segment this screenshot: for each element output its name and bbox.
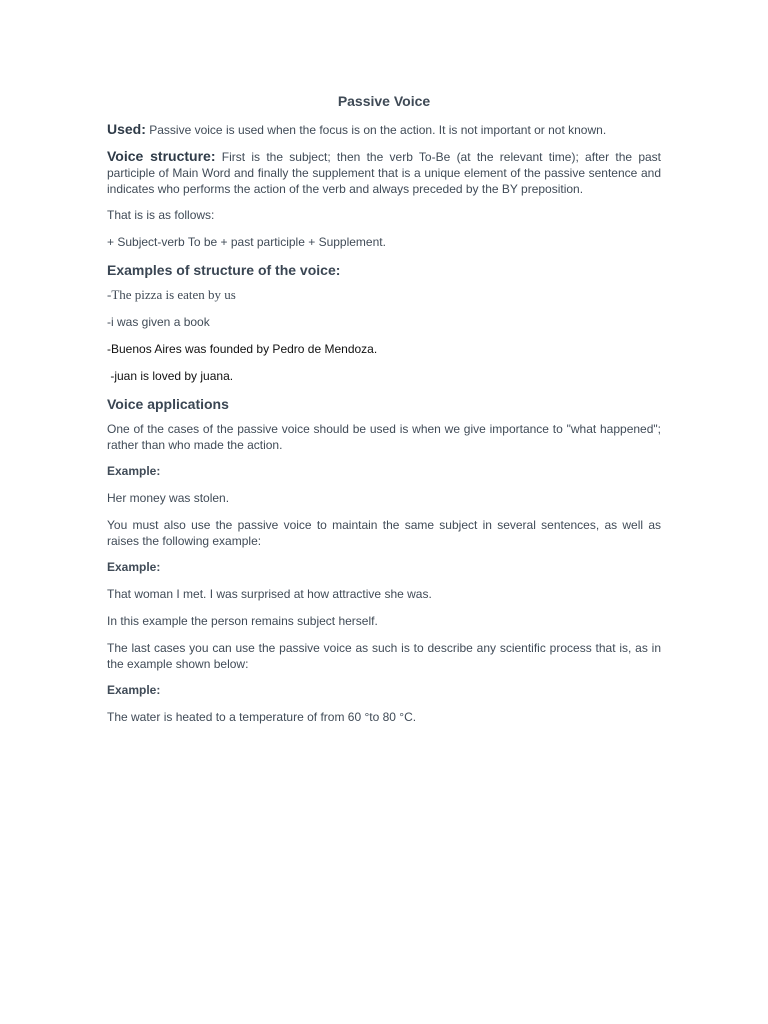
example-label-1: Example: — [107, 464, 161, 478]
used-text: Passive voice is used when the focus is on the action. It is not important or not known. — [145, 123, 607, 137]
example-label-3: Example: — [107, 683, 161, 697]
applications-paragraph-4: The last cases you can use the passive voice as such is to describe any scientific process that is, as in the example shown below: — [107, 641, 661, 671]
example-item-3: -Buenos Aires was founded by Pedro de Mendoza. — [107, 342, 378, 356]
applications-paragraph-3: In this example the person remains subject herself. — [107, 614, 378, 628]
example-item-4: -juan is loved by juana. — [107, 369, 234, 383]
example-label-2: Example: — [107, 560, 161, 574]
used-label: Used: — [107, 121, 146, 137]
follows-text: That is is as follows: — [107, 208, 215, 222]
applications-paragraph-1: One of the cases of the passive voice should be used is when we give importance to "what happened"; rather than who made the action. — [107, 422, 661, 452]
example-item-1: -The pizza is eaten by us — [107, 287, 236, 302]
formula-text: + Subject-verb To be + past participle + Supplement. — [107, 235, 386, 249]
example-sentence-1: Her money was stolen. — [107, 491, 230, 505]
page-title: Passive Voice — [337, 93, 431, 109]
structure-paragraph — [107, 148, 661, 197]
structure-text: First is the subject; then the verb To-Be (at the relevant time); after the past participle of Main Word and finally the supplement that is a unique element of the passive sentence and indicates who performs the action of the verb and always preceded by the BY preposition. — [107, 150, 661, 196]
used-paragraph — [107, 121, 661, 138]
document-page — [107, 92, 661, 736]
structure-label: Voice structure: — [107, 148, 216, 164]
example-sentence-3: The water is heated to a temperature of from 60 °to 80 °C. — [107, 710, 417, 724]
example-sentence-2: That woman I met. I was surprised at how attractive she was. — [107, 587, 432, 601]
example-item-2: -i was given a book — [107, 315, 210, 329]
applications-heading: Voice applications — [107, 396, 229, 412]
examples-heading: Examples of structure of the voice: — [107, 262, 341, 278]
applications-paragraph-2: You must also use the passive voice to maintain the same subject in several sentences, as well as raises the following example: — [107, 518, 661, 548]
